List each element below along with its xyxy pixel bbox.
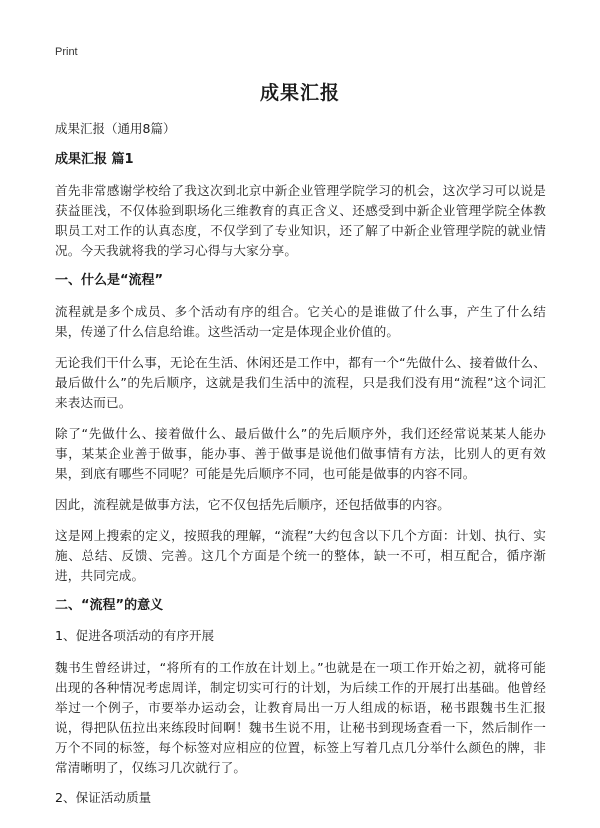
document-subtitle: 成果汇报（通用8篇） <box>55 121 176 136</box>
document-body <box>55 120 546 820</box>
section-heading-2: 二、“流程”的意义 <box>55 598 164 613</box>
chapter-heading: 成果汇报 篇1 <box>55 152 134 167</box>
section1-paragraph-5: 这是网上搜索的定义，按照我的理解，“流程”大约包含以下几个方面：计划、执行、实施、总结、反馈、完善。这几个方面是个统一的整体，缺一不可，相互配合，循序渐进，共同完成。 <box>55 528 546 583</box>
subsection1-paragraph: 魏书生曾经讲过，“将所有的工作放在计划上。”也就是在一项工作开始之初，就将可能出现的各种情况考虑周详，制定切实可行的计划，为后续工作的开展打出基础。他曾经举过一个例子，市要举办运动会，让教育局出一万人组成的标语，秘书跟魏书生汇报说，得把队伍拉出来练段时间啊！魏书生说不用，让秘书到现场查看一下，然后制作一万个不同的标签，每个标签对应相应的位置，标签上写着几点几分举什么颜色的牌，非常清晰明了，仅练习几次就行了。 <box>55 660 546 775</box>
section1-paragraph-3: 除了“先做什么、接着做什么、最后做什么”的先后顺序外，我们还经常说某某人能办事，某某企业善于做事，能办事、善于做事是说他们做事情有方法，比别人的更有效果，到底有哪些不同呢？可能是先后顺序不同，也可能是做事的内容不同。 <box>55 426 546 481</box>
print-label: Print <box>55 46 78 58</box>
section1-paragraph-1: 流程就是多个成员、多个活动有序的组合。它关心的是谁做了什么事，产生了什么结果，传递了什么信息给谁。这些活动一定是体现企业价值的。 <box>55 304 546 339</box>
subsection-heading-2: 2、保证活动质量 <box>55 790 152 805</box>
section1-paragraph-4: 因此，流程就是做事方法，它不仅包括先后顺序，还包括做事的内容。 <box>55 497 451 512</box>
page-title: 成果汇报 <box>259 82 340 104</box>
section1-paragraph-2: 无论我们干什么事，无论在生活、休闲还是工作中，都有一个“先做什么、接着做什么、最后做什么”的先后顺序，这就是我们生活中的流程，只是我们没有用“流程”这个词汇来表达而已。 <box>55 355 546 410</box>
section-heading-1: 一、什么是“流程” <box>55 273 164 288</box>
subsection-heading-1: 1、促进各项活动的有序开展 <box>55 628 215 643</box>
intro-paragraph: 首先非常感谢学校给了我这次到北京中新企业管理学院学习的机会，这次学习可以说是获益匪浅，不仅体验到职场化三维教育的真正含义、还感受到中新企业管理学院全体教职员工对工作的认真态度，不仅学到了专业知识，还了解了中新企业管理学院的就业情况。今天我就将我的学习心得与大家分享。 <box>55 183 546 258</box>
